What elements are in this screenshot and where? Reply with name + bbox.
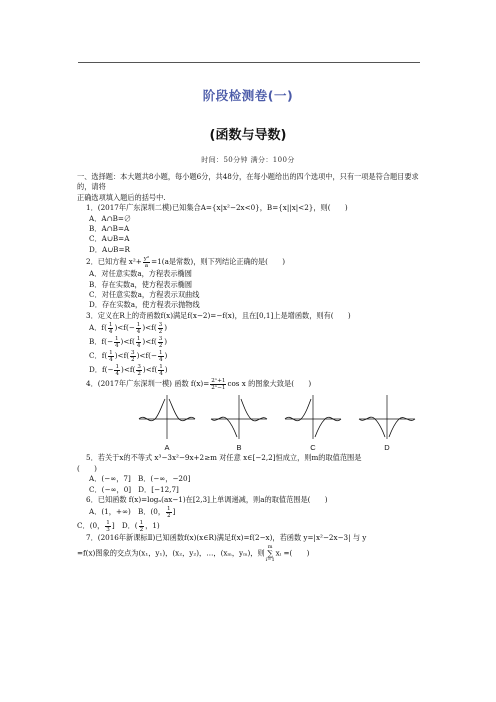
q5-stem-cont: ( ) — [77, 463, 97, 473]
q2-option-d: D．存在实数a，使方程表示抛物线 — [89, 300, 200, 310]
q3-fraction: $\frac{1}{4}$ — [136, 335, 141, 349]
q7-stem-cont: =f(x)图象的交点为(x₁，y₁)，(x₂，y₂)，…，(xₘ，yₘ)，则 m ∑ i=1 xᵢ =( ) — [77, 543, 310, 563]
q6-stem: 6．已知函数 f(x)=logₐ(ax−1)在[2,3]上单调递减，则a的取值范围是( ) — [86, 494, 328, 504]
q3-text: <f — [139, 351, 149, 361]
top-rule — [78, 62, 420, 63]
q3-option-label: C． — [89, 351, 102, 361]
q3-text: <f — [117, 323, 126, 333]
q3-fraction: $\frac{1}{4}$ — [159, 363, 163, 377]
graph-a — [137, 393, 197, 441]
q2-option-c: C．对任意实数a，方程表示双曲线 — [89, 290, 200, 300]
graph-c-label: C — [310, 443, 316, 453]
q6-c-fraction: $\frac{1}{3}$ — [106, 519, 110, 533]
q3-fraction: $\frac{1}{4}$ — [109, 349, 113, 363]
q3-stem: 3．定义在R上的奇函数f(x)满足f(x−2)=−f(x)，且在[0,1]上是增函数，则有( ) — [86, 310, 351, 320]
q2-fraction: $\frac{\text{y²}}{a}$ — [143, 255, 150, 269]
section-intro: 一、选择题：本大题共8小题，每小题6分，共48分，在每小题给出的四个选项中，只有一项是符合题目要求的，请将 — [77, 172, 419, 192]
page-title: 阶段检测卷(一) — [202, 88, 294, 103]
q3-text: f — [101, 323, 105, 333]
page-subtitle: (函数与导数) — [209, 128, 287, 143]
q1-option-a: A．A∩B=∅ — [89, 213, 132, 223]
graph-d-plot — [357, 393, 417, 441]
graph-d — [357, 393, 417, 441]
q4-stem: 4．(2017年广东深圳一模) 函数 f(x)= $\frac{\text{2ˣ+1}}{\text{2ˣ−1}}$ cos x 的图象大致是( ) — [86, 377, 312, 391]
q7-stem: 7．(2016年新课标Ⅱ)已知函数f(x)(x∈R)满足f(x)=f(2−x)，若函数 y=|x²−2x−3| 与 y — [86, 533, 367, 543]
graph-a-plot — [137, 393, 197, 441]
q5-stem: 5．若关于x的不等式 x³−3x²−9x+2≥m 对任意 x∈[−2,2]恒成立，则m的取值范围是 — [86, 453, 362, 463]
q3-fraction: $\frac{1}{4}$ — [108, 321, 113, 335]
exam-meta: 时间：50分钟 满分：100分 — [201, 156, 295, 164]
graph-a-label: A — [164, 443, 170, 453]
q3-text: <f — [145, 365, 155, 375]
q5-options-1: A．(−∞，7] B．(−∞，−20] — [89, 474, 191, 484]
q3-fraction: $\frac{3}{2}$ — [158, 321, 163, 335]
q6-options-1: A．(1，+∞) B．(0， $\frac{1}{2}$ ] — [89, 505, 176, 519]
q2-option-b: B．存在实数a，使方程表示椭圆 — [89, 279, 193, 289]
q1-option-d: D．A∪B=R — [89, 244, 130, 254]
graph-c — [283, 393, 343, 441]
q3-option-d: D．f(− $\frac{1}{4}$ )<f( $\frac{3}{2}$ )<f( $\frac{1}{4}$ ) — [89, 363, 168, 377]
q3-option-a: A．f( $\frac{1}{4}$ )<f(− $\frac{1}{4}$ )<f( $\frac{3}{2}$ ) — [89, 321, 168, 335]
q3-fraction: $\frac{1}{4}$ — [158, 349, 163, 363]
q3-options — [77, 321, 419, 377]
q4-graphs — [137, 393, 419, 453]
q3-fraction: $\frac{1}{4}$ — [115, 363, 120, 377]
q2-stem: 2．已知方程 x²+ $\frac{\text{y²}}{a}$ =1(a是常数)，则下列结论正确的是( ) — [86, 255, 286, 269]
q3-option-label: A． — [89, 323, 102, 333]
q6-options-2: C．(0， $\frac{1}{3}$ ] D．( $\frac{1}{2}$ ，1) — [77, 519, 160, 533]
question-content — [77, 172, 419, 563]
q3-text: f — [101, 351, 105, 361]
q1-option-c: C．A∪B=A — [89, 234, 130, 244]
q3-text: <f — [123, 365, 133, 375]
q3-text: f — [101, 365, 105, 375]
q3-text: <f — [117, 351, 127, 361]
q3-fraction: $\frac{1}{4}$ — [136, 321, 141, 335]
q3-option-label: D． — [89, 365, 102, 375]
graph-b-plot — [209, 393, 269, 441]
q1-stem: 1．(2017年广东深圳二模)已知集合A={x|x²−2x<0}，B={x||x|<2}，则( ) — [86, 203, 348, 213]
q3-text: f — [101, 337, 105, 347]
q3-option-label: B． — [89, 337, 102, 347]
q3-fraction: $\frac{3}{2}$ — [137, 363, 141, 377]
q3-option-b: B．f(− $\frac{1}{4}$ )<f( $\frac{1}{4}$ )<f( $\frac{3}{2}$ ) — [89, 335, 168, 349]
graph-d-label: D — [384, 443, 390, 453]
q1-option-b: B．A∩B=A — [89, 224, 130, 234]
q3-fraction: $\frac{1}{4}$ — [114, 335, 119, 349]
q6-d-fraction: $\frac{1}{2}$ — [139, 519, 144, 533]
q5-options-2: C．(−∞，0] D．[−12,7] — [89, 484, 179, 494]
q3-option-c: C．f( $\frac{1}{4}$ )<f( $\frac{3}{2}$ )<f(− $\frac{1}{4}$ ) — [89, 349, 168, 363]
section-intro-cont: 正确选项填入题后的括号中. — [77, 192, 166, 202]
q7-summation: m ∑ i=1 — [265, 543, 275, 563]
graph-c-plot — [283, 393, 343, 441]
q4-fraction: $\frac{\text{2ˣ+1}}{\text{2ˣ−1}}$ — [211, 377, 226, 391]
graph-b-label: B — [236, 443, 242, 453]
graph-b — [209, 393, 269, 441]
q3-fraction: $\frac{3}{2}$ — [158, 335, 163, 349]
q2-option-a: A．对任意实数a，方程表示椭圆 — [89, 269, 192, 279]
q3-text: <f — [123, 337, 133, 347]
q3-fraction: $\frac{3}{2}$ — [131, 349, 135, 363]
q3-text: <f — [145, 323, 154, 333]
q3-text: <f — [145, 337, 154, 347]
q6-b-fraction: $\frac{1}{2}$ — [167, 505, 171, 519]
